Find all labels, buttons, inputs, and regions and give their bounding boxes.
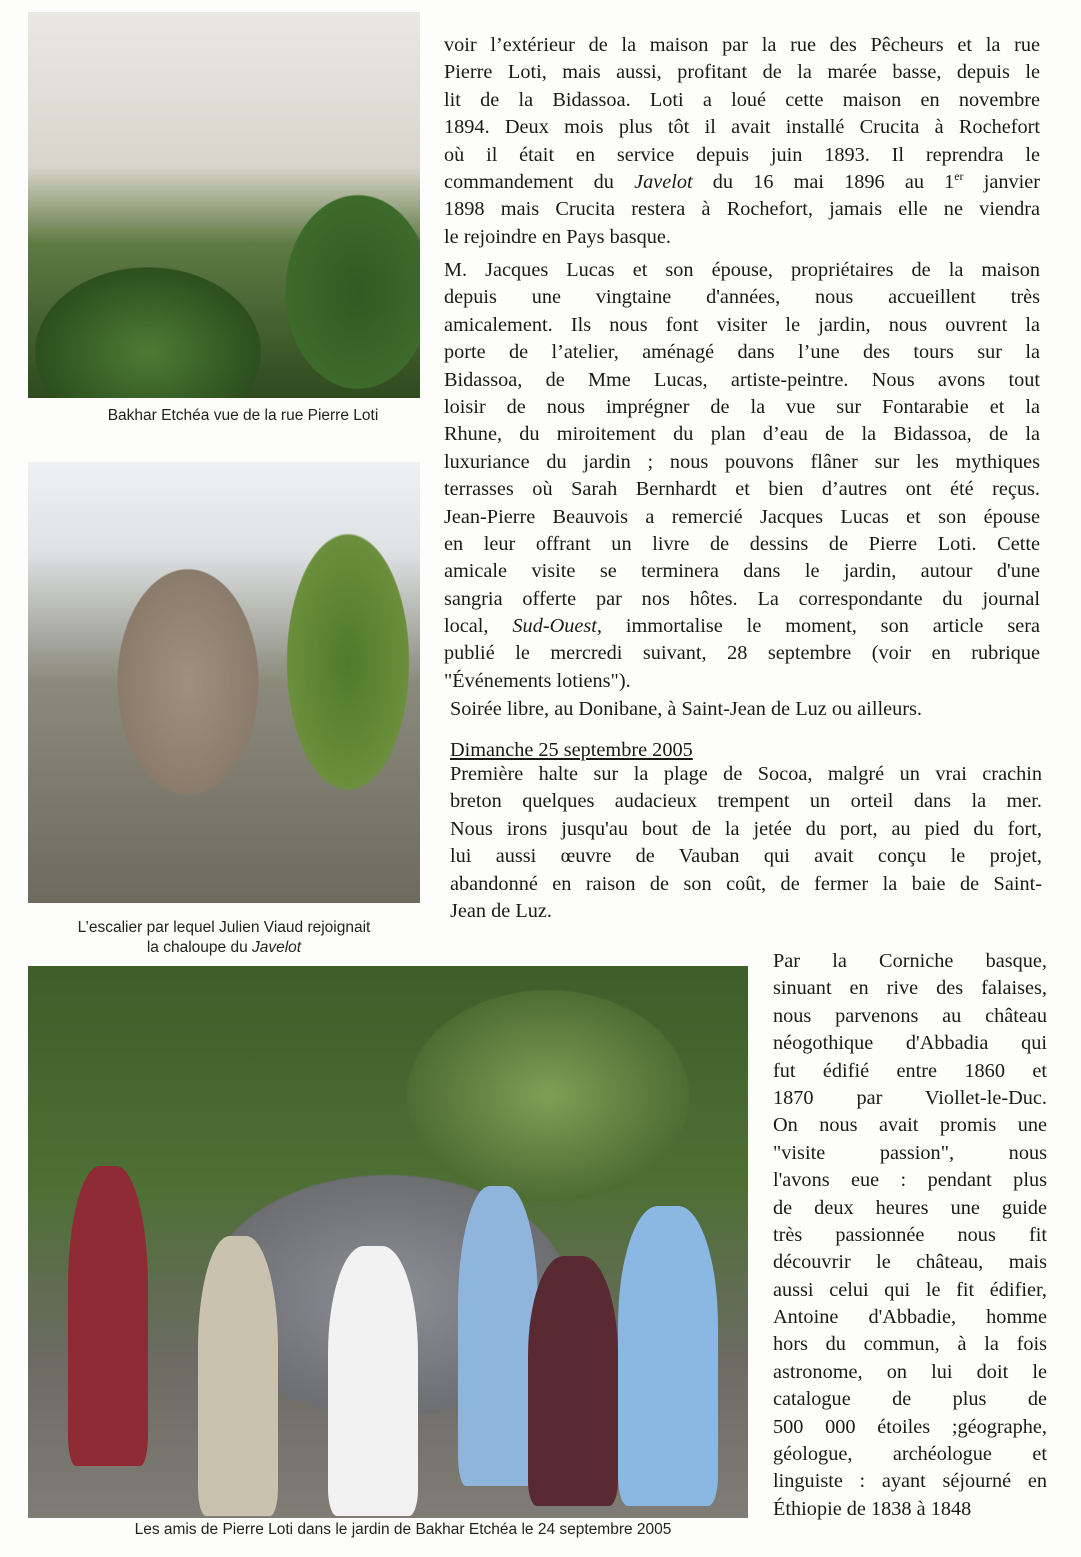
text-line: néogothique d'Abbadia qui — [773, 1032, 1047, 1055]
text-line: publié le mercredi suivant, 28 septembre (voir en rubrique — [444, 642, 1040, 665]
text-segment: local, — [444, 615, 513, 638]
text-line: catalogue de plus de — [773, 1388, 1047, 1411]
text-line: breton quelques audacieux trempent un orteil dans la mer. — [450, 790, 1042, 813]
italic-title: Sud-Ouest — [512, 615, 597, 638]
text-line: depuis une vingtaine d'années, nous accueillent très — [444, 286, 1040, 309]
text-line: porte de l’atelier, aménagé dans l’une des tours sur la — [444, 341, 1040, 364]
text-line: terrasses où Sarah Bernhardt et bien d’autres ont été reçus. — [444, 478, 1040, 501]
text-segment: er — [954, 169, 964, 184]
caption-photo-1 — [28, 406, 458, 426]
text-line: voir l’extérieur de la maison par la rue des Pêcheurs et la rue — [444, 34, 1040, 56]
section-heading-sunday: Dimanche 25 septembre 2005 — [450, 739, 693, 761]
text-line: "visite passion", nous — [773, 1141, 1047, 1164]
text-line: sangria offerte par nos hôtes. La correspondante du journal — [444, 587, 1040, 610]
text-line: Bakhar Etchéa vue de la rue Pierre Loti — [107, 407, 379, 424]
text-line: l'avons eue : pendant plus — [773, 1169, 1047, 1192]
photo-bakhar-etchea-house — [28, 12, 420, 398]
text-line: en leur offrant un livre de dessins de Pierre Loti. Cette — [444, 532, 1040, 555]
text-line — [28, 938, 420, 958]
photo-group-in-garden — [28, 966, 748, 1518]
text-line: lit de la Bidassoa. Loti a loué cette maison en novembre — [444, 88, 1040, 111]
text-line: amicalement. Ils nous font visiter le jardin, nous ouvrent la — [444, 313, 1040, 336]
text-line: amicale visite se terminera dans le jardin, autour d'une — [444, 560, 1040, 583]
text-line: Jean de Luz. — [450, 899, 552, 922]
photo-staircase-tower — [28, 462, 420, 903]
text-line — [444, 613, 1040, 640]
paragraph-3 — [450, 761, 1042, 925]
text-line: Rhune, du miroitement du plan d’eau de la Bidassoa, de la — [444, 423, 1040, 446]
text-line: Par la Corniche basque, — [773, 950, 1047, 972]
text-line — [444, 169, 1040, 196]
text-line: astronome, on lui doit le — [773, 1360, 1047, 1383]
text-line: géologue, archéologue et — [773, 1443, 1047, 1466]
caption-photo-2 — [28, 918, 420, 958]
text-line: luxuriance du jardin ; nous pouvons flâner sur les mythiques — [444, 450, 1040, 473]
italic-title: Javelot — [634, 170, 693, 193]
text-segment: la chaloupe du — [146, 939, 252, 956]
text-segment: , immortalise le moment, son article sera — [596, 615, 1040, 638]
text-line: aussi celui qui le fit édifier, — [773, 1278, 1047, 1301]
text-line: On nous avait promis une — [773, 1114, 1047, 1137]
text-segment: commandement du — [444, 170, 635, 193]
text-line: Éthiopie de 1838 à 1848 — [773, 1497, 972, 1520]
text-line: lui aussi œuvre de Vauban qui avait conçu le projet, — [450, 845, 1042, 868]
text-line: Bidassoa, de Mme Lucas, artiste-peintre. Nous avons tout — [444, 368, 1040, 391]
text-line: hors du commun, à la fois — [773, 1333, 1047, 1356]
text-line: Soirée libre, au Donibane, à Saint-Jean de Luz ou ailleurs. — [450, 698, 922, 720]
text-line: linguiste : ayant séjourné en — [773, 1470, 1047, 1493]
text-line: sinuant en rive des falaises, — [773, 977, 1047, 1000]
paragraph-2 — [444, 257, 1040, 695]
text-line: où il était en service depuis juin 1893. Il reprendra le — [444, 143, 1040, 166]
text-line: Nous irons jusqu'au bout de la jetée du port, au pied du fort, — [450, 817, 1042, 840]
text-segment: du 16 mai 1896 au 1 — [692, 170, 955, 193]
paragraph-1 — [444, 32, 1040, 251]
text-line: très passionnée nous fit — [773, 1223, 1047, 1246]
text-line: abandonné en raison de son coût, de fermer la baie de Saint- — [450, 872, 1042, 895]
paragraph-free-evening — [450, 696, 1046, 723]
text-line: "Événements lotiens"). — [444, 669, 631, 692]
text-line: fut édifié entre 1860 et — [773, 1059, 1047, 1082]
caption-photo-3 — [28, 1520, 778, 1540]
text-line: nous parvenons au château — [773, 1004, 1047, 1027]
text-line: Antoine d'Abbadie, homme — [773, 1306, 1047, 1329]
text-line: de deux heures une guide — [773, 1196, 1047, 1219]
text-line: 1894. Deux mois plus tôt il avait installé Crucita à Rochefort — [444, 116, 1040, 139]
italic-title: Javelot — [252, 939, 302, 956]
text-line: Pierre Loti, mais aussi, profitant de la marée basse, depuis le — [444, 61, 1040, 84]
text-line: 1870 par Viollet-le-Duc. — [773, 1086, 1047, 1109]
text-line: Première halte sur la plage de Socoa, malgré un vrai crachin — [450, 763, 1042, 785]
paragraph-4 — [773, 948, 1047, 1523]
text-line: découvrir le château, mais — [773, 1251, 1047, 1274]
text-line: Jean-Pierre Beauvois a remercié Jacques Lucas et son épouse — [444, 505, 1040, 528]
text-line: M. Jacques Lucas et son épouse, propriétaires de la maison — [444, 259, 1040, 281]
text-line: Les amis de Pierre Loti dans le jardin de Bakhar Etchéa le 24 septembre 2005 — [134, 1521, 672, 1538]
text-line: loisir de nous imprégner de la vue sur Fontarabie et la — [444, 395, 1040, 418]
text-line: L’escalier par lequel Julien Viaud rejoignait — [77, 919, 371, 936]
text-segment: janvier — [963, 170, 1040, 193]
text-line: le rejoindre en Pays basque. — [444, 225, 671, 248]
text-line: 500 000 étoiles ;géographe, — [773, 1415, 1047, 1438]
text-line: 1898 mais Crucita restera à Rochefort, jamais elle ne viendra — [444, 198, 1040, 221]
